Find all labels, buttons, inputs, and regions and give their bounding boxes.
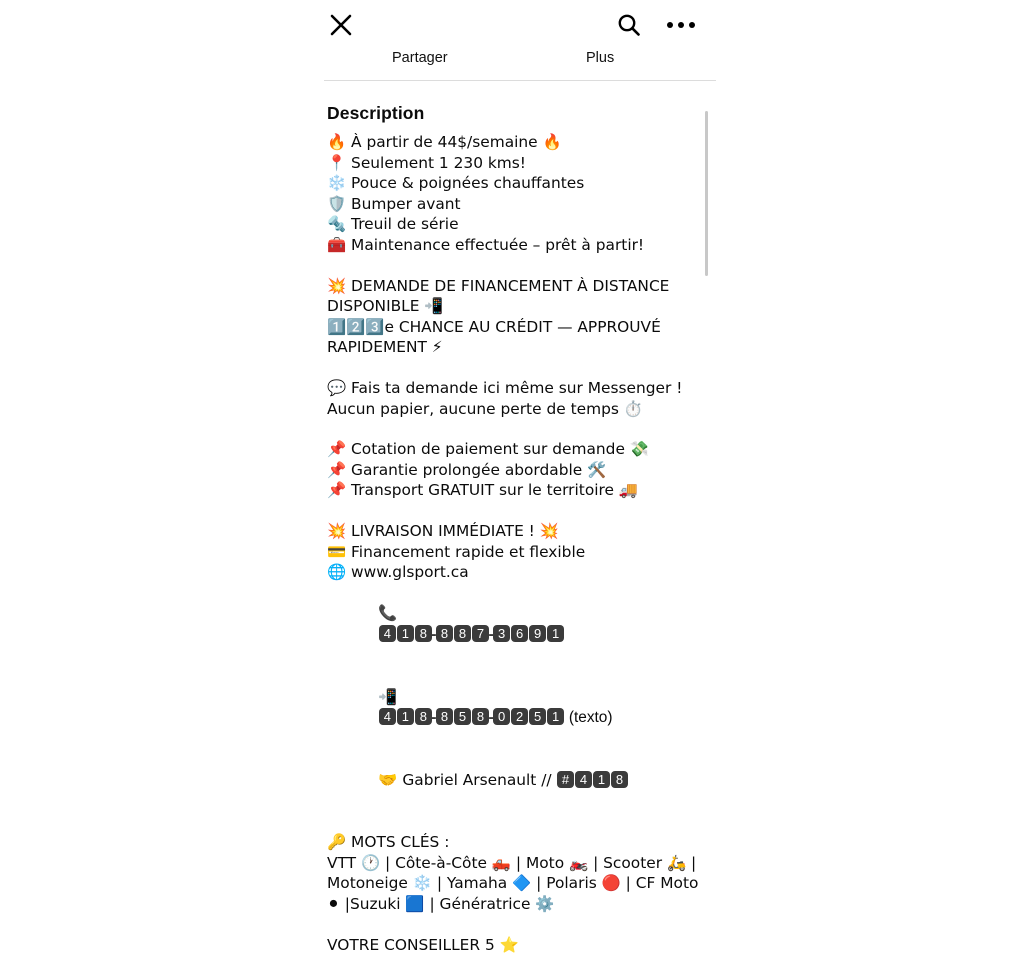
top-bar [324, 0, 716, 47]
phone-line-1[interactable] [327, 583, 713, 666]
description-block-cutoff [327, 935, 713, 955]
phone-icon: 📞 [378, 604, 398, 623]
advisor-hashtag-keycaps: # 4 1 8 [557, 772, 629, 789]
advisor-text: 🤝 Gabriel Arsenault // [378, 771, 557, 790]
scrollbar[interactable] [705, 111, 708, 276]
description-line: 📌 Transport GRATUIT sur le territoire 🚚 [327, 481, 639, 500]
description-block-financement [327, 276, 713, 358]
search-icon[interactable] [612, 8, 646, 42]
post-detail-panel [324, 0, 716, 954]
description-line: 📌 Cotation de paiement sur demande 💸 [327, 440, 649, 459]
website-line[interactable]: 🌐 www.glsport.ca [327, 563, 469, 582]
share-button[interactable]: Partager [392, 50, 448, 66]
description-block-features [327, 132, 713, 256]
description-line: 🧰 Maintenance effectuée – prêt à partir! [327, 235, 645, 254]
description-line: 💥 DEMANDE DE FINANCEMENT À DISTANCE DISPONIBLE 📲 [327, 276, 675, 316]
description-block-messenger [327, 378, 713, 419]
advisor-line [327, 749, 713, 812]
description-line: VTT 🕐 | Côte-à-Côte 🛻 | Moto 🏍️ | Scooter 🛵 | Motoneige ❄️ | Yamaha 🔷 | Polaris 🔴 | CF Moto ⚫ |Suzuki 🟦 | Génératrice ⚙️ [327, 853, 704, 913]
description-line: Aucun papier, aucune perte de temps ⏱️ [327, 399, 643, 418]
action-row [324, 47, 716, 81]
description-line: 💳 Financement rapide et flexible [327, 542, 586, 561]
description-block-services [327, 439, 713, 501]
phone-number-keycaps[interactable]: 4 1 8 - 8 8 7 - 3 6 9 1 [378, 626, 564, 643]
description-line: VOTRE CONSEILLER 5 ⭐ [327, 935, 519, 954]
description-line: 🛡️ Bumper avant [327, 194, 461, 213]
more-options-icon[interactable] [664, 8, 698, 42]
description-line: 🔑 MOTS CLÉS : [327, 833, 450, 852]
description-line: 📌 Garantie prolongée abordable 🛠️ [327, 460, 607, 479]
description-scroll-area[interactable] [324, 81, 716, 954]
phone-suffix: (texto) [564, 709, 613, 727]
description-line: 📍 Seulement 1 230 kms! [327, 153, 526, 172]
description-line: 💥 LIVRAISON IMMÉDIATE ! 💥 [327, 521, 559, 540]
more-button[interactable]: Plus [586, 50, 615, 66]
description-block-keywords [327, 832, 713, 914]
description-line: 🔩 Treuil de série [327, 215, 459, 234]
description-line: ❄️ Pouce & poignées chauffantes [327, 174, 585, 193]
description-block-contact [327, 521, 713, 812]
page-title: Description [327, 103, 425, 123]
phone-number-keycaps[interactable]: 4 1 8 - 8 5 8 - 0 2 5 1 [378, 709, 564, 726]
close-icon[interactable] [324, 8, 358, 42]
mobile-phone-icon: 📲 [378, 687, 398, 706]
phone-line-2[interactable] [327, 666, 713, 749]
description-line: 1️⃣2️⃣3️⃣e CHANCE AU CRÉDIT — APPROUVÉ RAPIDEMENT ⚡ [327, 317, 666, 357]
description-line: 🔥 À partir de 44$/semaine 🔥 [327, 133, 562, 151]
description-line: 💬 Fais ta demande ici même sur Messenger ! [327, 378, 683, 397]
description-content [324, 103, 716, 955]
